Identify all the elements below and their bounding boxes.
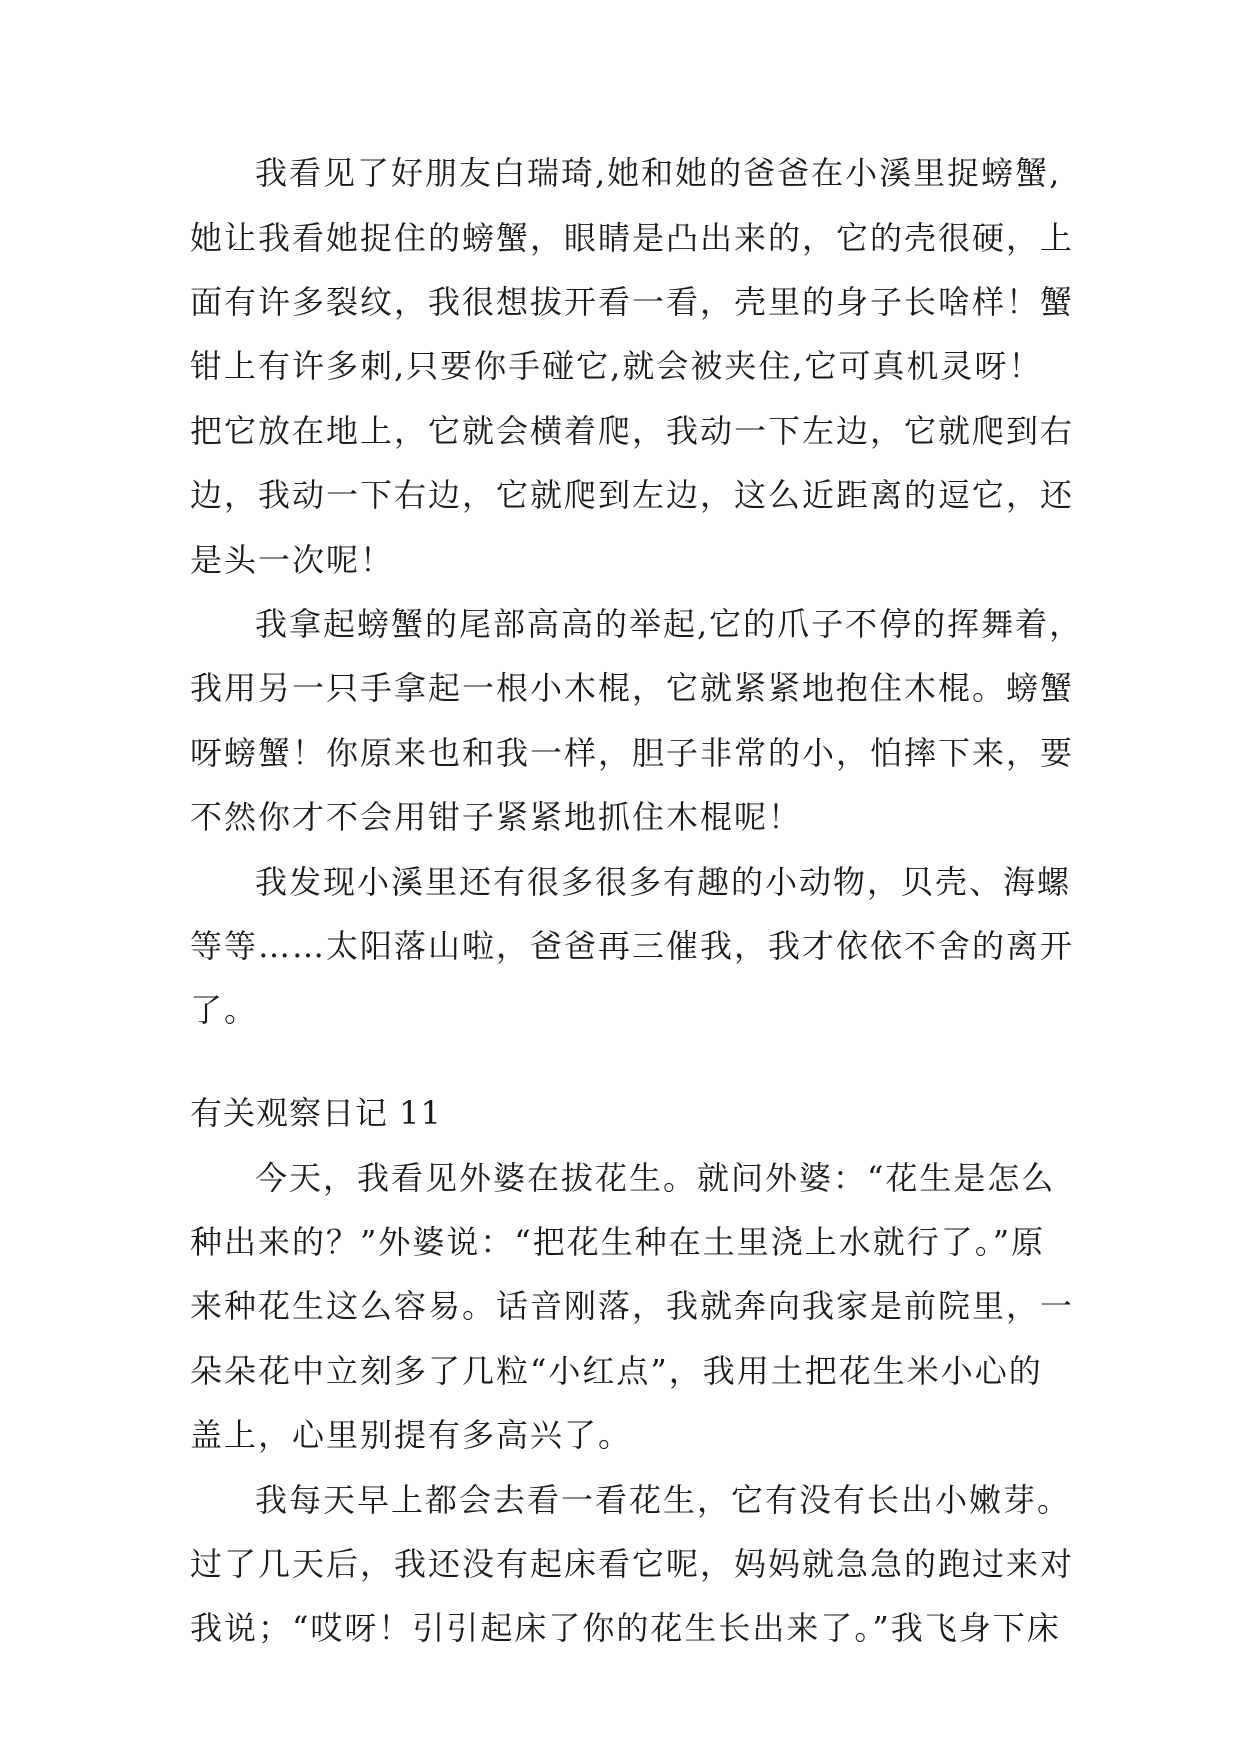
paragraph-line: 朵朵花中立刻多了几粒“小红点”，我用土把花生米小心的 [190,1352,1043,1390]
paragraph-line: 我每天早上都会去看一看花生，它有没有长出小嫩芽。 [255,1481,1072,1519]
paragraph-line: 边，我动一下右边，它就爬到左边，这么近距离的逗它，还 [190,476,1075,514]
paragraph-line: 盖上，心里别提有多高兴了。 [190,1416,633,1454]
paragraph-line: 把它放在地上，它就会横着爬，我动一下左边，它就爬到右 [190,412,1075,450]
paragraph-line: 来种花生这么容易。话音刚落，我就奔向我家是前院里，一 [190,1287,1075,1325]
paragraph-line: 我用另一只手拿起一根小木棍，它就紧紧地抱住木棍。螃蟹 [190,669,1075,707]
paragraph-line: 她让我看她捉住的螃蟹，眼睛是凸出来的，它的壳很硬，上 [190,219,1075,257]
paragraph-line: 我发现小溪里还有很多很多有趣的小动物，贝壳、海螺 [255,863,1072,901]
paragraph-line: 我看见了好朋友白瑞琦,她和她的爸爸在小溪里捉螃蟹, [255,154,1062,192]
paragraph-line: 了。 [190,991,259,1029]
paragraph-line: 是头一次呢！ [190,541,395,579]
paragraph-line: 不然你才不会用钳子紧紧地抓住木棍呢！ [190,798,803,836]
paragraph-line: 我说；“哎呀！引引起床了你的花生长出来了。”我飞身下床 [190,1609,1061,1647]
paragraph-line: 今天，我看见外婆在拔花生。就问外婆：“花生是怎么 [255,1159,1056,1197]
paragraph-line: 钳上有许多刺,只要你手碰它,就会被夹住,它可真机灵呀！ [190,347,1043,385]
paragraph-line: 过了几天后，我还没有起床看它呢，妈妈就急急的跑过来对 [190,1545,1075,1583]
paragraph-line: 种出来的？”外婆说：“把花生种在土里浇上水就行了。”原 [190,1223,1046,1261]
section-heading: 有关观察日记 11 [190,1094,442,1132]
paragraph-line: 我拿起螃蟹的尾部高高的举起,它的爪子不停的挥舞着， [255,605,1084,643]
paragraph-line: 等等……太阳落山啦，爸爸再三催我，我才依依不舍的离开 [190,927,1075,965]
paragraph-line: 面有许多裂纹，我很想拔开看一看，壳里的身子长啥样！蟹 [190,283,1075,321]
paragraph-line: 呀螃蟹！你原来也和我一样，胆子非常的小，怕摔下来，要 [190,734,1075,772]
